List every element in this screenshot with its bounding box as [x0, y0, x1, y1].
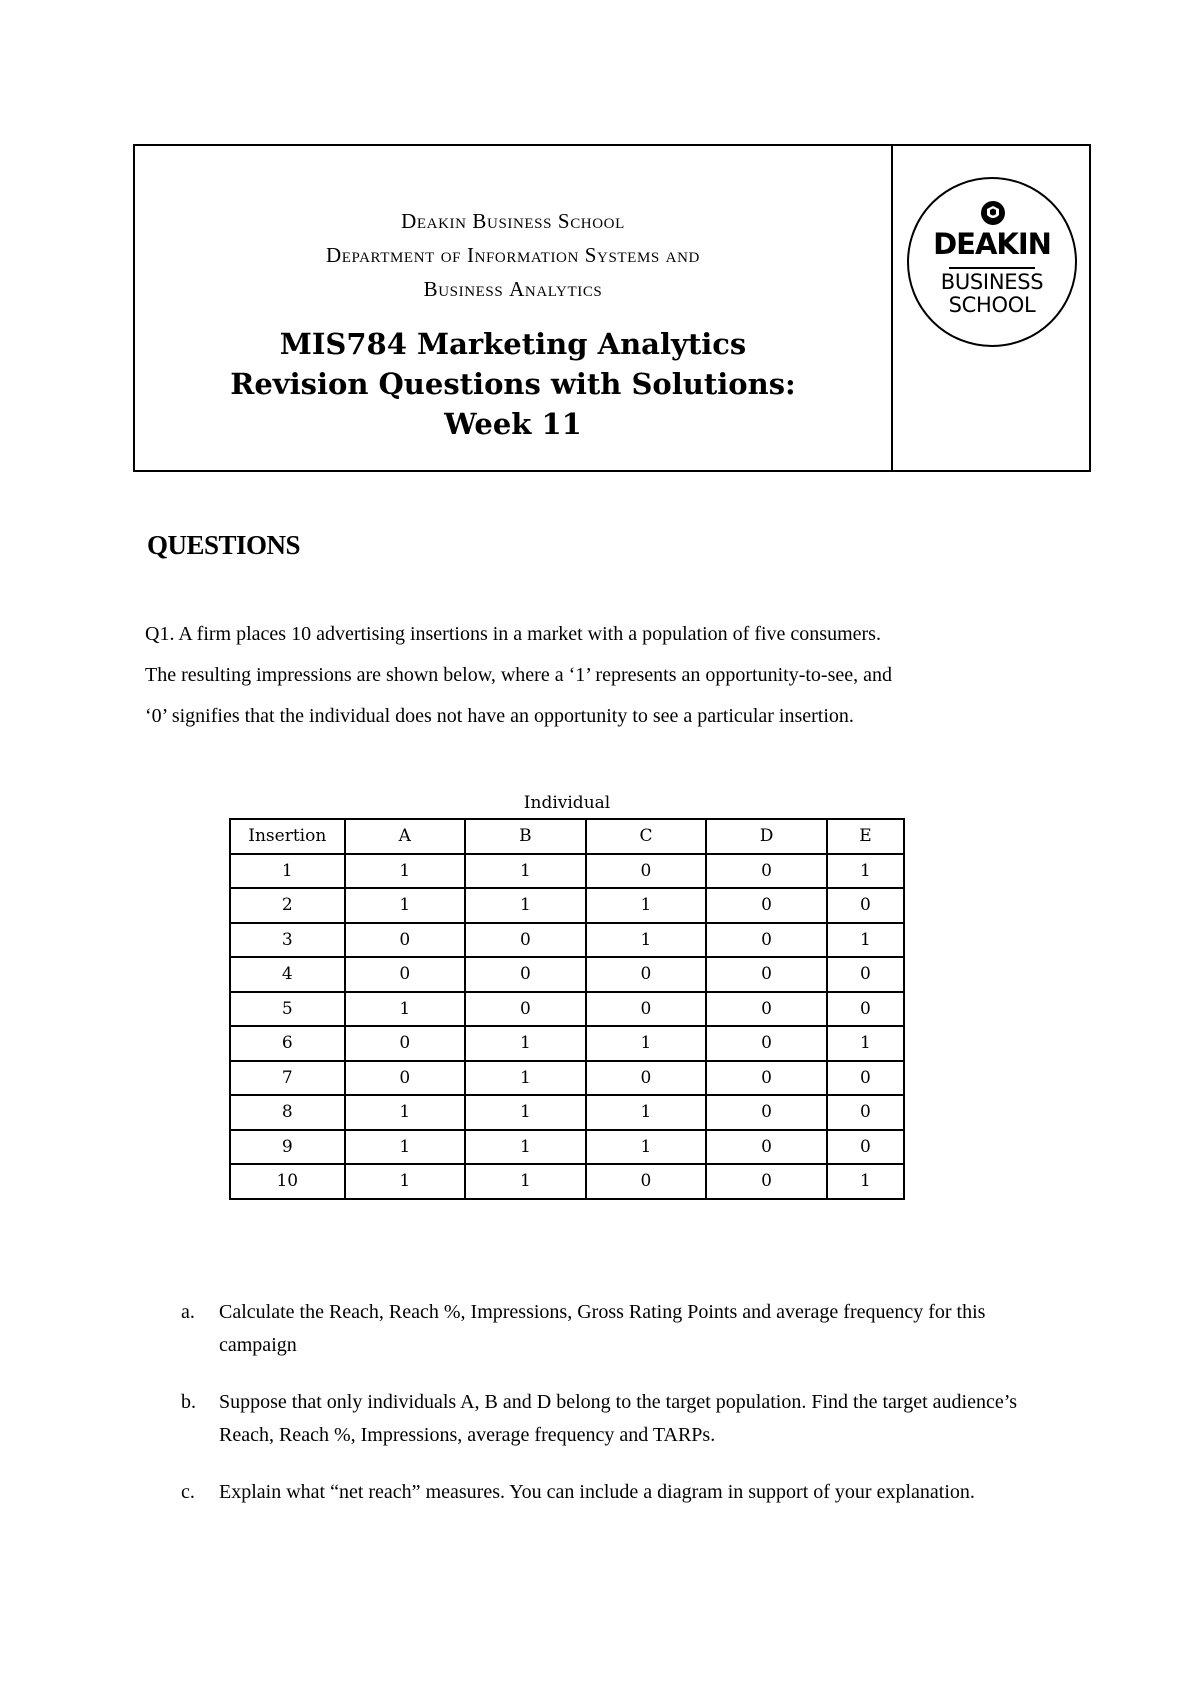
- table-cell: 0: [827, 1095, 904, 1130]
- section-heading: QUESTIONS: [147, 530, 301, 560]
- table-cell: 0: [827, 992, 904, 1027]
- table-cell: 0: [345, 1061, 466, 1096]
- table-cell: 0: [706, 957, 827, 992]
- column-header: D: [706, 819, 827, 854]
- table-cell: 0: [586, 992, 707, 1027]
- table-cell: 3: [230, 923, 345, 958]
- column-header: B: [465, 819, 586, 854]
- school-line-2: Department of Information Systems and: [326, 243, 700, 267]
- table-cell: 0: [465, 957, 586, 992]
- table-cell: 0: [586, 1164, 707, 1199]
- table-cell: 0: [586, 957, 707, 992]
- table-cell: 0: [827, 1061, 904, 1096]
- table-cell: 1: [586, 1095, 707, 1130]
- table-cell: 0: [345, 923, 466, 958]
- table-cell: 1: [345, 888, 466, 923]
- table-row: [230, 1164, 904, 1199]
- table-cell: 1: [345, 854, 466, 889]
- table-cell: 1: [465, 1095, 586, 1130]
- table-cell: 0: [827, 888, 904, 923]
- document-header: [133, 144, 1091, 472]
- table-cell: 10: [230, 1164, 345, 1199]
- table-row: [230, 957, 904, 992]
- table-cell: 0: [345, 957, 466, 992]
- column-header: E: [827, 819, 904, 854]
- table-cell: 0: [706, 1061, 827, 1096]
- table-row: [230, 854, 904, 889]
- table-cell: 0: [465, 992, 586, 1027]
- table-caption: Individual: [523, 793, 611, 813]
- question-1-line-3: ‘0’ signifies that the individual does not have an opportunity to see a particular insertion.: [145, 705, 854, 727]
- table-cell: 1: [827, 923, 904, 958]
- table-cell: 0: [706, 1026, 827, 1061]
- table-cell: 0: [345, 1026, 466, 1061]
- sub-question-a: [181, 1296, 1061, 1362]
- table-row: [230, 1026, 904, 1061]
- table-cell: 0: [706, 1130, 827, 1165]
- table-cell: 1: [827, 1164, 904, 1199]
- table-cell: 1: [345, 992, 466, 1027]
- school-line-1: Deakin Business School: [401, 209, 625, 233]
- table-row: [230, 923, 904, 958]
- sub-question-text: Explain what “net reach” measures. You can include a diagram in support of your explanation.: [219, 1481, 975, 1503]
- table-cell: 0: [706, 888, 827, 923]
- table-row: [230, 1130, 904, 1165]
- table-row: [230, 888, 904, 923]
- table-row: [230, 992, 904, 1027]
- table-cell: 0: [827, 1130, 904, 1165]
- sub-question-text: Calculate the Reach, Reach %, Impressions, Gross Rating Points and average frequency for this campaign: [219, 1301, 986, 1356]
- column-header: A: [345, 819, 466, 854]
- table-cell: 1: [465, 854, 586, 889]
- question-1-text: [145, 614, 1085, 737]
- table-cell: 0: [706, 923, 827, 958]
- question-1-line-2: The resulting impressions are shown below, where a ‘1’ represents an opportunity-to-see, and: [145, 664, 893, 686]
- table-cell: 1: [465, 1164, 586, 1199]
- logo-panel: [893, 146, 1089, 470]
- table-cell: 1: [827, 854, 904, 889]
- course-title-line-3: Week 11: [444, 407, 582, 441]
- column-header: Insertion: [230, 819, 345, 854]
- deakin-logo: [907, 177, 1077, 347]
- logo-divider: [949, 267, 1035, 269]
- table-cell: 1: [345, 1095, 466, 1130]
- school-line-3: Business Analytics: [423, 277, 603, 301]
- table-cell: 1: [465, 888, 586, 923]
- table-cell: 7: [230, 1061, 345, 1096]
- table-cell: 1: [345, 1130, 466, 1165]
- table-cell: 1: [586, 1130, 707, 1165]
- sub-question-list: [181, 1296, 1061, 1533]
- table-cell: 4: [230, 957, 345, 992]
- table-cell: 1: [586, 888, 707, 923]
- table-body: [230, 854, 904, 1199]
- table-cell: 1: [465, 1026, 586, 1061]
- table-cell: 0: [827, 957, 904, 992]
- table-cell: 0: [706, 992, 827, 1027]
- table-cell: 1: [586, 1026, 707, 1061]
- table-cell: 0: [586, 854, 707, 889]
- table-cell: 0: [706, 854, 827, 889]
- course-title: [135, 324, 891, 444]
- logo-subtitle: BUSINESS SCHOOL: [940, 270, 1044, 317]
- table-row: [230, 1095, 904, 1130]
- table-cell: 0: [706, 1095, 827, 1130]
- table-cell: 1: [827, 1026, 904, 1061]
- table-cell: 1: [465, 1061, 586, 1096]
- table-cell: 2: [230, 888, 345, 923]
- sub-question-marker: c.: [181, 1481, 195, 1503]
- table-cell: 1: [586, 923, 707, 958]
- sub-question-text: Suppose that only individuals A, B and D belong to the target population. Find the target audience’s Reach, Reach %, Impressions, average frequency and TARPs.: [219, 1391, 1018, 1446]
- table-row: [230, 1061, 904, 1096]
- sub-question-b: [181, 1386, 1061, 1452]
- header-text-panel: [135, 146, 893, 470]
- column-header: C: [586, 819, 707, 854]
- table-header-row: [230, 819, 904, 854]
- table-cell: 0: [586, 1061, 707, 1096]
- logo-wordmark: DEAKIN: [933, 227, 1051, 261]
- table-cell: 1: [465, 1130, 586, 1165]
- sub-question-c: [181, 1476, 1061, 1509]
- table-cell: 9: [230, 1130, 345, 1165]
- course-title-line-1: MIS784 Marketing Analytics: [279, 327, 747, 361]
- crest-icon: [980, 200, 1006, 226]
- table-cell: 8: [230, 1095, 345, 1130]
- table-cell: 1: [230, 854, 345, 889]
- question-1-line-1: Q1. A firm places 10 advertising insertions in a market with a population of five consumers.: [145, 623, 881, 645]
- impressions-table: [229, 818, 905, 1200]
- table-cell: 6: [230, 1026, 345, 1061]
- sub-question-marker: a.: [181, 1301, 195, 1323]
- table-cell: 0: [706, 1164, 827, 1199]
- course-title-line-2: Revision Questions with Solutions:: [230, 367, 796, 401]
- school-name-block: [135, 204, 891, 306]
- table-cell: 5: [230, 992, 345, 1027]
- table-cell: 0: [465, 923, 586, 958]
- sub-question-marker: b.: [181, 1391, 196, 1413]
- table-cell: 1: [345, 1164, 466, 1199]
